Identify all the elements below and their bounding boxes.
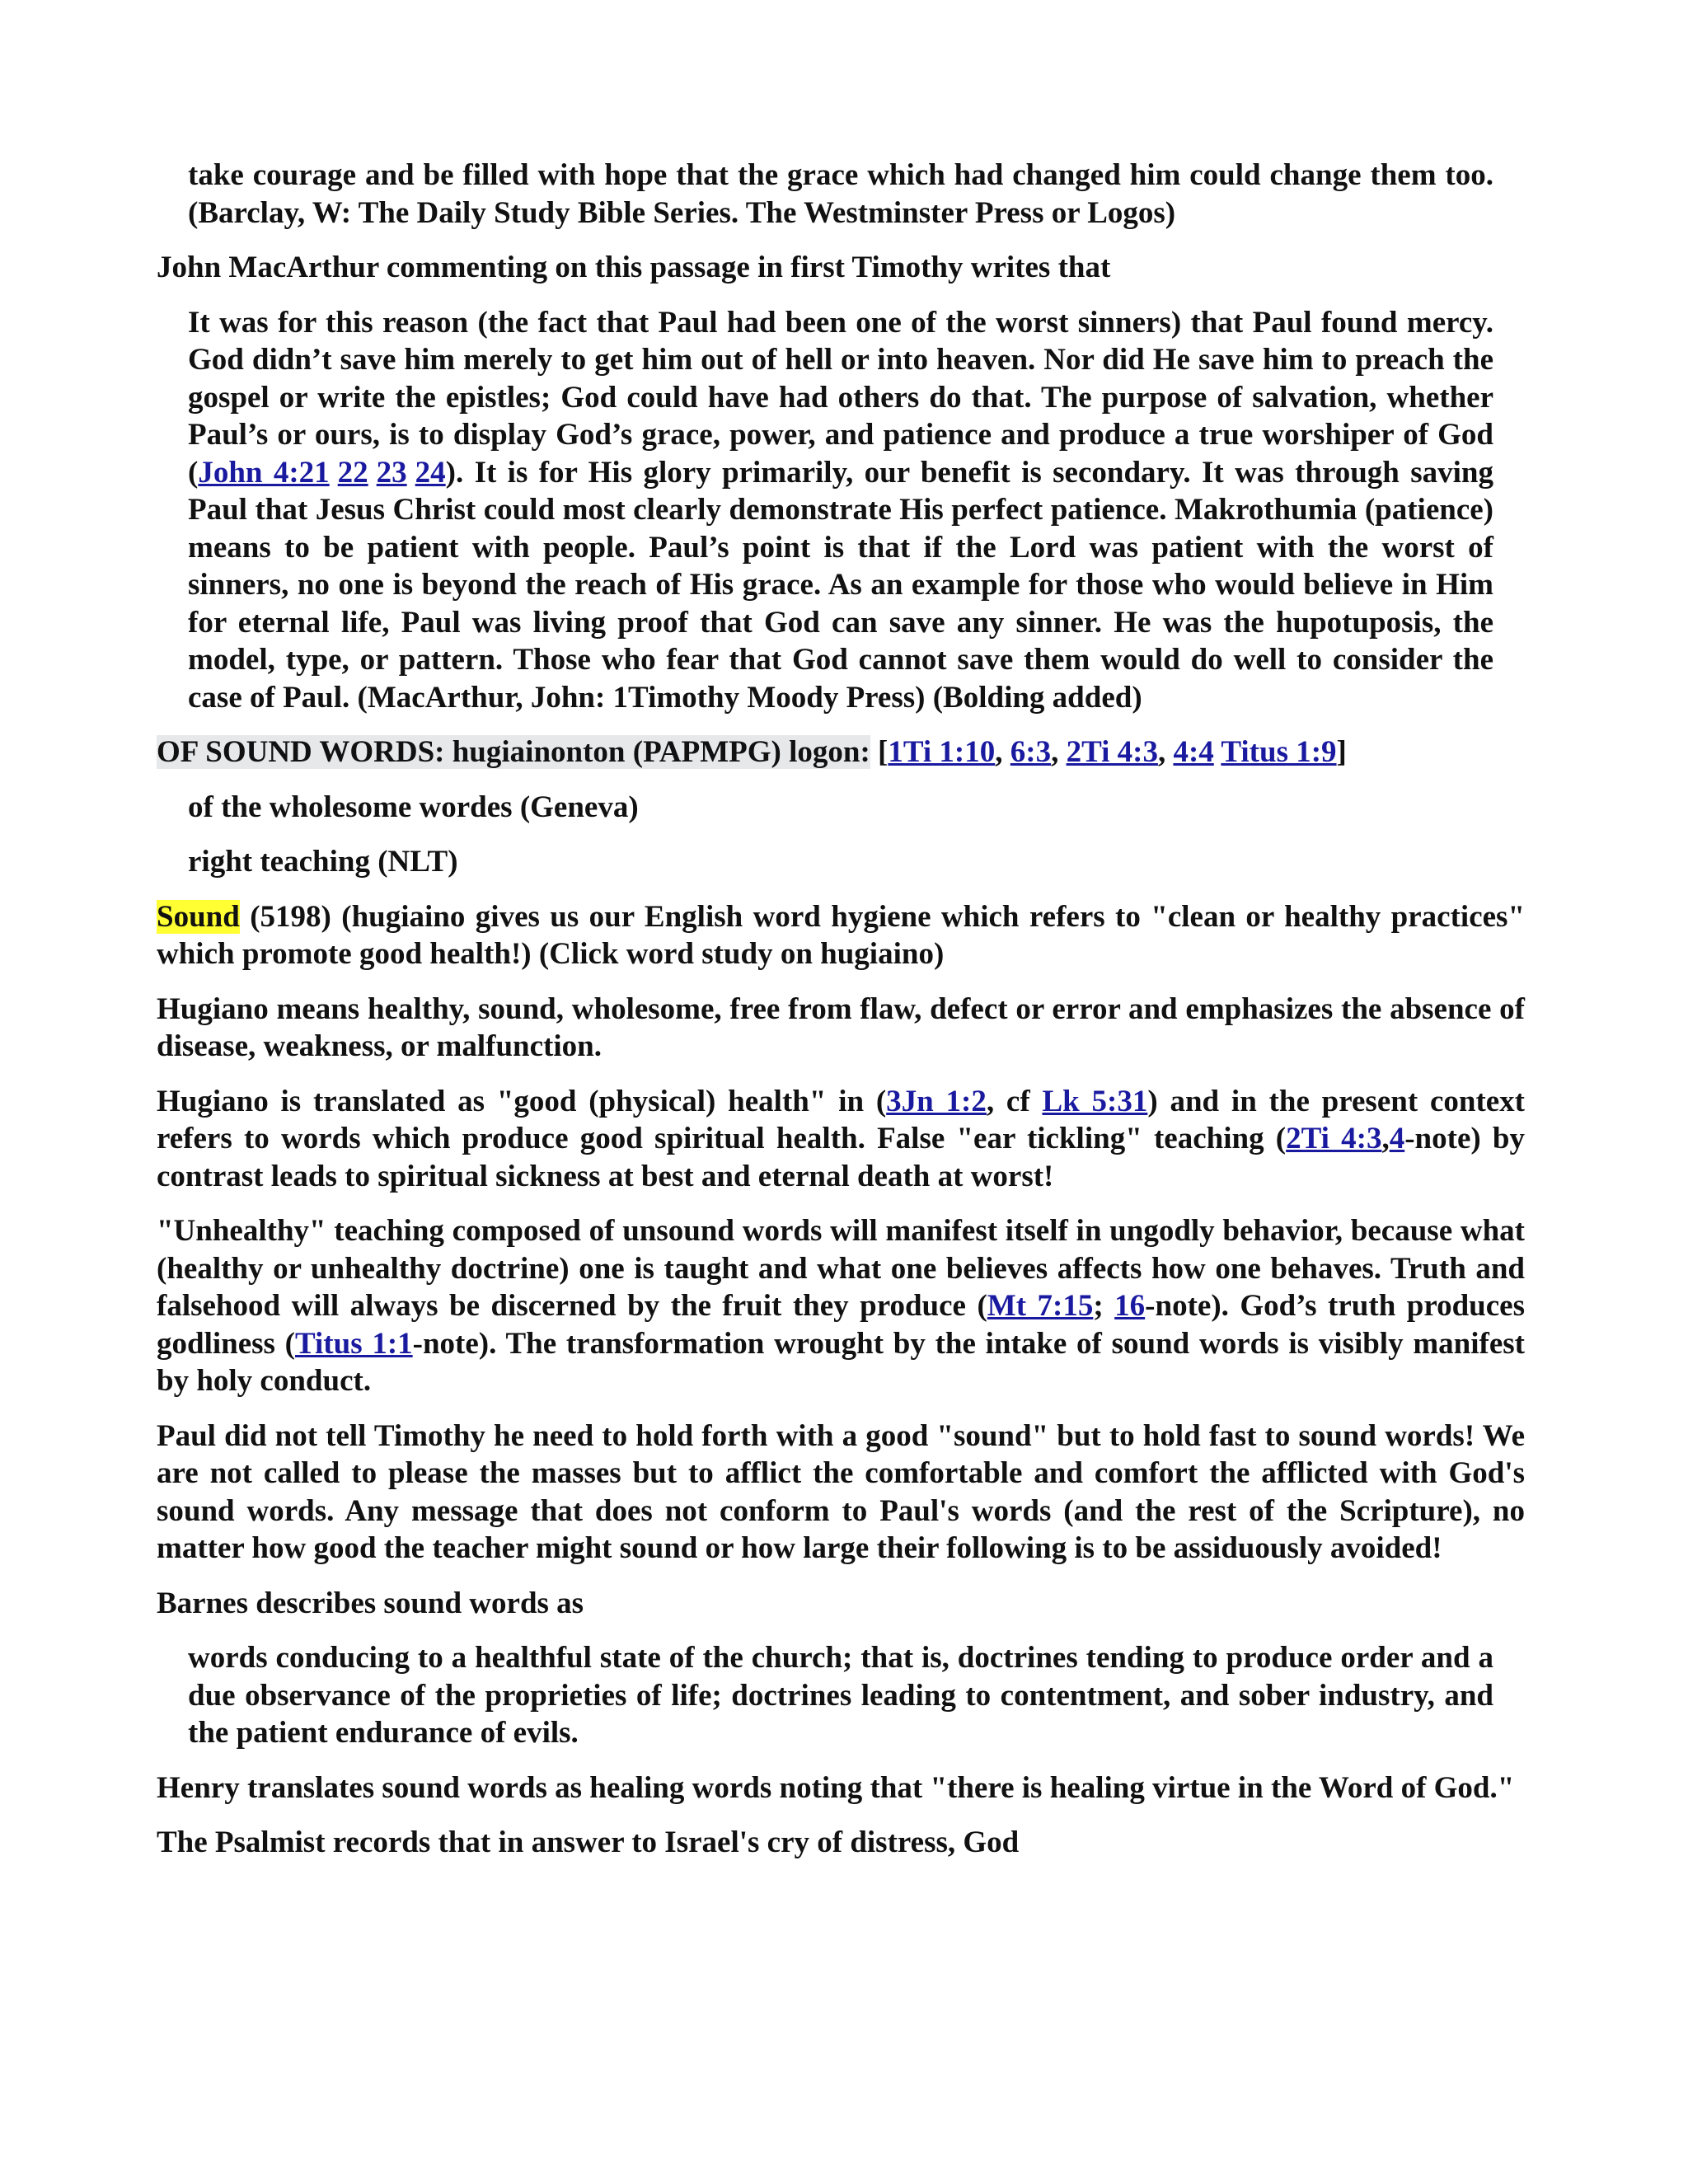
link-mt-7-15[interactable]: Mt 7:15 <box>987 1289 1094 1323</box>
link-lk-5-31[interactable]: Lk 5:31 <box>1042 1084 1148 1118</box>
link-3jn-1-2[interactable]: 3Jn 1:2 <box>886 1084 987 1118</box>
link-john-4-22[interactable]: 22 <box>337 455 368 490</box>
section-heading-sound-words: OF SOUND WORDS: hugiainonton (PAPMPG) logon: [1Ti 1:10, 6:3, 2Ti 4:3, 4:4 Titus 1:9] <box>157 735 1347 769</box>
link-titus-1-1[interactable]: Titus 1:1 <box>295 1326 413 1361</box>
link-2ti-4-4[interactable]: 4:4 <box>1173 735 1214 769</box>
link-1ti-1-10[interactable]: 1Ti 1:10 <box>888 735 996 769</box>
link-john-4-24[interactable]: 24 <box>415 455 446 490</box>
link-1ti-6-3[interactable]: 6:3 <box>1010 735 1052 769</box>
link-john-4-23[interactable]: 23 <box>376 455 407 490</box>
macarthur-quote <box>188 304 1493 717</box>
document-page <box>157 157 1525 1879</box>
hugiano-translation: Hugiano is translated as "good (physical) health" in (3Jn 1:2, cf Lk 5:31) and in the present context refers to words which produce good spiritual health. False "ear tickling" teaching (2Ti 4:3,4-note) by contrast leads to spiritual sickness at best and eternal death at worst! <box>157 1084 1526 1193</box>
barnes-intro: Barnes describes sound words as <box>157 1586 584 1620</box>
psalmist-paragraph: The Psalmist records that in answer to Israel's cry of distress, God <box>157 1825 1020 1859</box>
alt-translation-geneva: of the wholesome wordes (Geneva) <box>188 790 639 824</box>
macarthur-intro: John MacArthur commenting on this passage in first Timothy writes that <box>157 251 1111 284</box>
hugiano-meaning: Hugiano means healthy, sound, wholesome, free from flaw, defect or error and emphasizes the absence of disease, weakness, or malfunction. <box>157 991 1525 1063</box>
highlighted-word-sound: Sound <box>157 899 240 934</box>
barclay-quote-end: take courage and be filled with hope that the grace which had changed him could change them too. (Barclay, W: The Daily Study Bible Series. The Westminster Press or Logos) <box>188 158 1493 230</box>
henry-paragraph: Henry translates sound words as healing words noting that "there is healing virtue in the Word of God." <box>157 1770 1515 1805</box>
sound-definition-text: (5198) (hugiaino gives us our English word hygiene which refers to "clean or healthy practices" which promote good health!) (Click word study on hugiaino) <box>157 899 1525 971</box>
unhealthy-teaching: "Unhealthy" teaching composed of unsound words will manifest itself in ungodly behavior, because what (healthy or unhealthy doctrine) one is taught and what one believes affects how one behaves. Truth and falsehood will always be discerned by the fruit they produce (Mt 7:15; 16-note). God’s truth produces godliness (Titus 1:1-note). The transformation wrought by the intake of sound words is visibly manifest by holy conduct. <box>157 1214 1525 1398</box>
link-2ti-4-3[interactable]: 2Ti 4:3 <box>1066 735 1158 769</box>
macarthur-quote-text-1: It was for this reason (the fact that Paul had been one of the worst sinners) that Paul found mercy. God didn’t save him merely to get him out of hell or into heaven. Nor did He save him to preach the gospel or write the epistles; God could have had others do that. The purpose of salvation, whether Paul’s or ours, is to display God’s grace, power, and patience and produce a true worshiper of God ( <box>188 305 1493 490</box>
paul-timothy-paragraph: Paul did not tell Timothy he need to hold forth with a good "sound" but to hold fast to sound words! We are not called to please the masses but to afflict the comfortable and comfort the afflicted with God's sound words. Any message that does not conform to Paul's words (and the rest of the Scripture), no matter how good the teacher might sound or how large their following is to be assiduously avoided! <box>157 1418 1525 1565</box>
link-mt-7-16[interactable]: 16 <box>1114 1289 1146 1323</box>
barnes-quote: words conducing to a healthful state of the church; that is, doctrines tending to produce order and a due observance of the proprieties of life; doctrines leading to contentment, and sober industry, and the patient endurance of evils. <box>188 1641 1493 1750</box>
link-2ti-4-4-note[interactable]: 4 <box>1389 1122 1405 1155</box>
link-john-4-21[interactable]: John 4:21 <box>198 455 330 490</box>
sound-definition <box>157 898 1525 973</box>
macarthur-quote-text-2: ). It is for His glory primarily, our benefit is secondary. It was through saving Paul that Jesus Christ could most clearly demonstrate His perfect patience. Makrothumia (patience) means to be patient with people. Paul’s point is that if the Lord was patient with the worst of sinners, no one is beyond the reach of His grace. As an example for those who would believe in Him for eternal life, Paul was living proof that God can save any sinner. He was the hupotuposis, the model, type, or pattern. Those who fear that God cannot save them would do well to consider the case of Paul. (MacArthur, John: 1Timothy Moody Press) (Bolding added) <box>188 455 1493 715</box>
alt-translation-nlt: right teaching (NLT) <box>188 845 458 879</box>
link-2ti-4-3-note[interactable]: 2Ti 4:3 <box>1286 1122 1382 1155</box>
heading-label: OF SOUND WORDS: hugiainonton (PAPMPG) logon: <box>157 735 870 769</box>
link-titus-1-9[interactable]: Titus 1:9 <box>1221 735 1337 769</box>
